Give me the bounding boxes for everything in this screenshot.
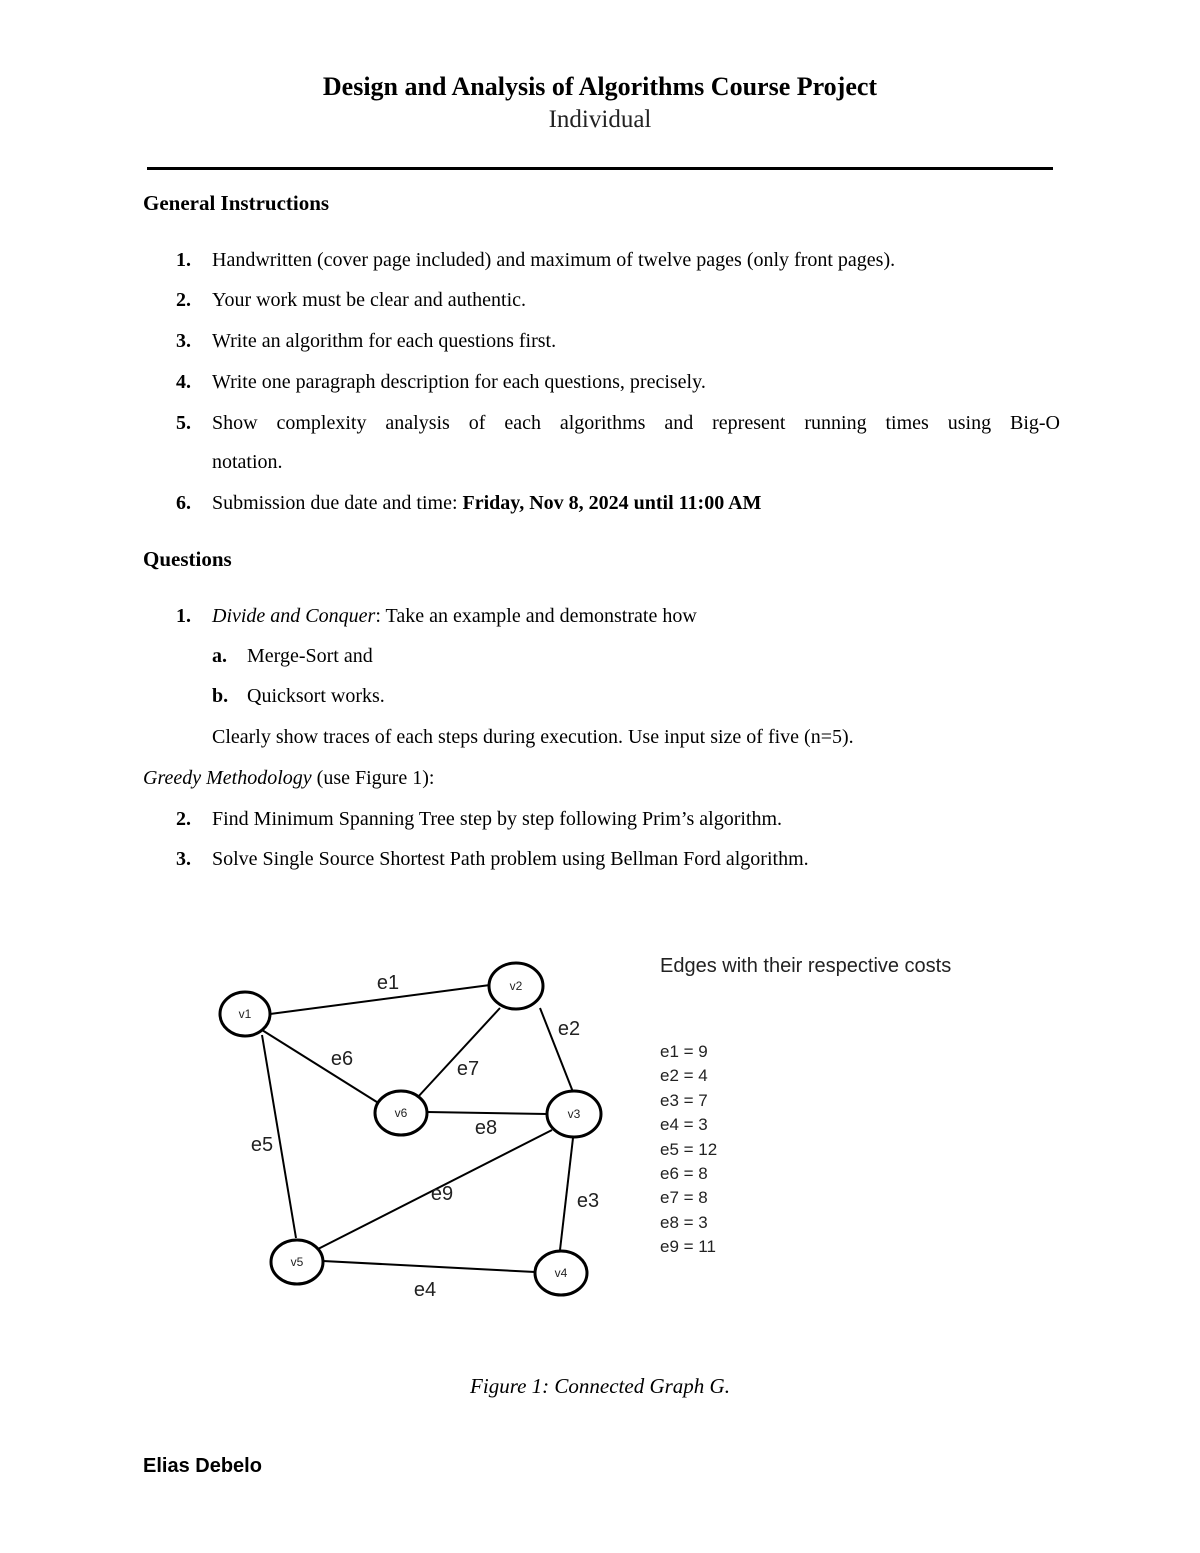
- questions-heading: Questions: [143, 547, 232, 571]
- edge-cost: e2 = 4: [660, 1066, 708, 1086]
- edge-e7: [417, 1008, 500, 1098]
- edge-label: e1: [376, 972, 400, 994]
- greedy-note: (use Figure 1):: [311, 767, 435, 789]
- subitem-label: a.: [212, 645, 227, 667]
- edge-cost: e6 = 8: [660, 1164, 708, 1184]
- due-date: Friday, Nov 8, 2024 until 11:00 AM: [462, 492, 762, 514]
- question-number: 1.: [176, 605, 191, 627]
- question-text: Solve Single Source Shortest Path problem using Bellman Ford algorithm.: [212, 848, 809, 870]
- question-note: Clearly show traces of each steps during execution. Use input size of five (n=5).: [212, 726, 854, 748]
- instruction-text: Write an algorithm for each questions first.: [212, 330, 557, 352]
- document-subtitle: Individual: [548, 106, 652, 133]
- subitem-label: b.: [212, 685, 229, 707]
- edge-e4: [323, 1261, 535, 1272]
- instruction-text: notation.: [212, 451, 283, 473]
- instruction-number: 1.: [176, 249, 191, 271]
- edge-label: e5: [250, 1134, 274, 1156]
- general-instructions-heading: General Instructions: [143, 191, 330, 215]
- subitem-text: Merge-Sort and: [247, 645, 373, 667]
- document-title: Design and Analysis of Algorithms Course Project: [322, 72, 878, 101]
- edge-label: e6: [330, 1048, 354, 1070]
- edge-label: e7: [456, 1058, 480, 1080]
- figure-caption: Figure 1: Connected Graph G.: [470, 1374, 730, 1398]
- due-label: Submission due date and time:: [212, 492, 463, 514]
- question-text: Find Minimum Spanning Tree step by step following Prim’s algorithm.: [212, 808, 783, 830]
- question-number: 3.: [176, 848, 191, 870]
- vertex-label: v5: [290, 1255, 304, 1269]
- edge-cost: e5 = 12: [660, 1139, 718, 1159]
- edge-cost: e7 = 8: [660, 1188, 708, 1208]
- edge-cost: e9 = 11: [660, 1237, 716, 1257]
- edge-label: e2: [557, 1018, 581, 1040]
- edge-cost: e1 = 9: [660, 1042, 708, 1061]
- author-name: Elias Debelo: [143, 1455, 262, 1477]
- instruction-number: 6.: [176, 492, 191, 514]
- vertex-label: v6: [394, 1106, 408, 1120]
- edge-cost: e8 = 3: [660, 1212, 708, 1232]
- instruction-number: 2.: [176, 289, 191, 311]
- instruction-number: 4.: [176, 371, 191, 393]
- edge-cost: e4 = 3: [660, 1115, 708, 1135]
- edge-costs-list: [660, 1040, 717, 1260]
- instruction-text: Show complexity analysis of each algorithms and represent running times using Big-O: [212, 412, 1060, 434]
- subitem-text: Quicksort works.: [247, 685, 385, 707]
- vertex-label: v1: [238, 1007, 252, 1021]
- edge-cost: e3 = 7: [660, 1090, 708, 1110]
- question-number: 2.: [176, 808, 191, 830]
- instruction-text: Your work must be clear and authentic.: [212, 289, 527, 311]
- question-body: : Take an example and demonstrate how: [375, 605, 697, 627]
- vertex-label: v3: [567, 1107, 581, 1121]
- edge-label: e9: [430, 1183, 454, 1205]
- instruction-text: Handwritten (cover page included) and maximum of twelve pages (only front pages).: [212, 249, 896, 271]
- instruction-number: 3.: [176, 330, 191, 352]
- edge-e3: [560, 1138, 573, 1250]
- greedy-topic: Greedy Methodology: [143, 767, 312, 789]
- edge-e8: [427, 1112, 547, 1114]
- vertex-label: v2: [509, 979, 523, 993]
- edge-label: e3: [576, 1190, 600, 1212]
- edge-label: e8: [474, 1117, 498, 1139]
- instruction-text: Write one paragraph description for each questions, precisely.: [212, 371, 706, 393]
- vertex-label: v4: [554, 1266, 568, 1280]
- edge-e6: [262, 1030, 380, 1104]
- instruction-number: 5.: [176, 412, 191, 434]
- edge-label: e4: [413, 1279, 437, 1301]
- costs-title: Edges with their respective costs: [660, 955, 952, 977]
- question-topic: Divide and Conquer: [212, 605, 376, 627]
